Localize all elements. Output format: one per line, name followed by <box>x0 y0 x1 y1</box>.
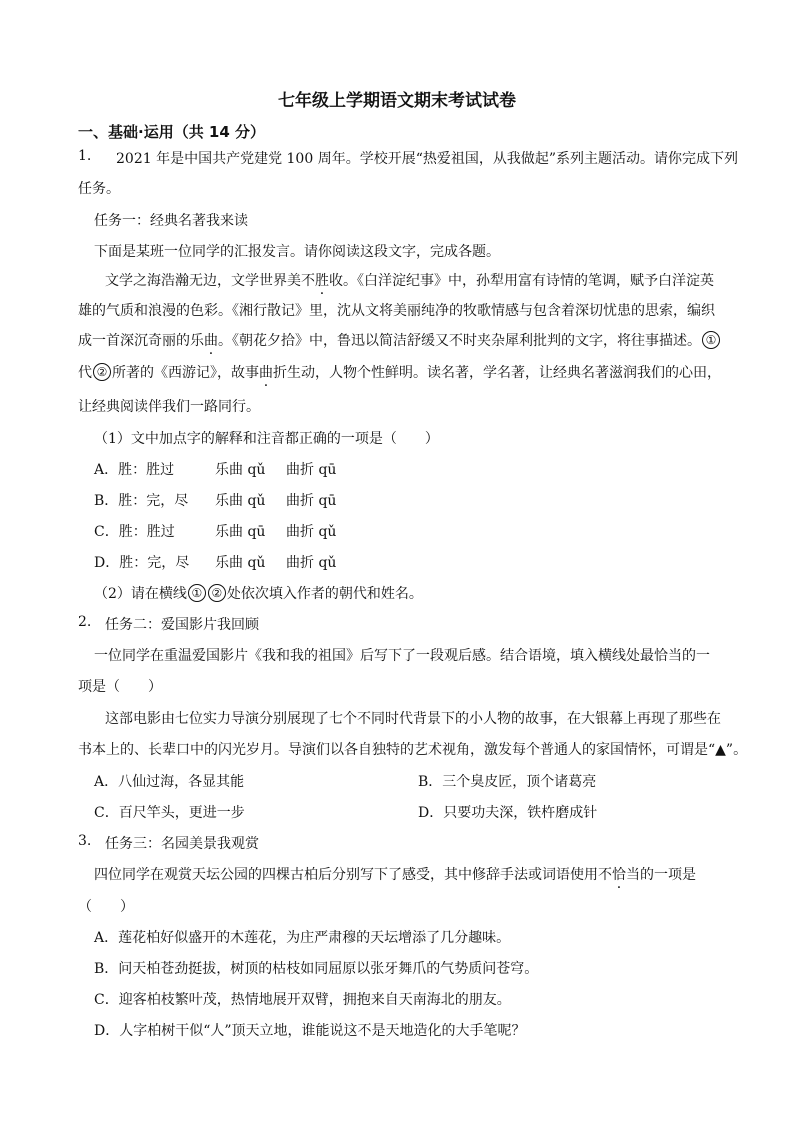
q3-option-d: D．人字柏树干似“人”顶天立地，谁能说这不是天地造化的大手笔呢？ <box>94 1023 526 1039</box>
emphasized-char: 曲 <box>204 333 218 349</box>
question-3-number: 3. <box>78 833 92 849</box>
passage-text: 折生动，人物个性鲜明。读名著，学名著，让经典名著滋润我们的心田， <box>273 365 721 381</box>
option-b-pinyin-1: 乐曲 qǔ <box>215 493 266 509</box>
blank-marker-2: ② <box>93 363 111 381</box>
option-d-pinyin-1: 乐曲 qǔ <box>215 555 266 571</box>
passage-line-2: 雄的气质和浪漫的色彩。《湘行散记》里，沈从文将美丽纯净的牧歌情感与包含着深切忧患的思索，编织 <box>78 303 715 319</box>
task-2-heading: 任务二：爱国影片我回顾 <box>105 617 259 633</box>
question-2-stem-cont: 项是（ ） <box>78 679 162 695</box>
passage-line-4 <box>78 362 721 382</box>
question-2-passage: 这部电影由七位实力导演分别展现了七个不同时代背景下的小人物的故事，在大银幕上再现了那些在 <box>105 711 721 727</box>
q3-option-b: B．问天柏苍劲挺拔，树顶的枯枝如同屈原以张牙舞爪的气势质问苍穹。 <box>94 961 539 977</box>
option-c-pinyin-1: 乐曲 qū <box>215 524 266 540</box>
task-1-instruction: 下面是某班一位同学的汇报发言。请你阅读这段文字，完成各题。 <box>94 244 500 260</box>
option-c-pinyin-2: 曲折 qǔ <box>286 524 337 540</box>
q3-option-c: C．迎客柏枝繁叶茂，热情地展开双臂，拥抱来自天南海北的朋友。 <box>94 992 511 1008</box>
task-1-heading: 任务一：经典名著我来读 <box>94 213 248 229</box>
passage-text: 收。《白洋淀纪事》中，孙犁用富有诗情的笔调，赋予白洋淀英 <box>329 273 714 289</box>
q2-option-b: B．三个臭皮匠，顶个诸葛亮 <box>418 774 597 790</box>
passage-text: 成一首深沉奇丽的乐 <box>78 333 204 349</box>
section-heading: 一、基础·运用（共 14 分） <box>78 123 266 141</box>
passage-line-3 <box>78 330 721 350</box>
question-3-stem <box>94 864 696 884</box>
sub-question-1: （1）文中加点字的解释和注音都正确的一项是（ ） <box>94 431 439 447</box>
passage-text: 所著的《西游记》，故事 <box>112 365 259 381</box>
question-2-passage-cont: 书本上的、长辈口中的闪光岁月。导演们以各自独特的艺术视角，激发每个普通人的家国情怀，可谓是“▲”。 <box>78 742 748 758</box>
passage-text: 文学之海浩瀚无边，文学世界美不 <box>105 273 315 289</box>
question-1-number: 1. <box>78 148 92 164</box>
passage-text: 。《朝花夕拾》中，鲁迅以简洁舒缓又不时夹杂犀利批判的文字，将往事描述。 <box>218 333 701 349</box>
question-1-intro-cont: 任务。 <box>78 181 120 197</box>
sub-question-text: 处依次填入作者的朝代和姓名。 <box>226 586 423 602</box>
q3-option-a: A．莲花柏好似盛开的木莲花，为庄严肃穆的天坛增添了几分趣味。 <box>94 930 511 946</box>
option-a-pinyin-2: 曲折 qū <box>286 462 337 478</box>
q2-option-a: A．八仙过海，各显其能 <box>94 774 245 790</box>
q2-option-c: C．百尺竿头，更进一步 <box>94 805 245 821</box>
blank-marker-1: ① <box>702 331 720 349</box>
blank-marker-2: ② <box>208 584 226 602</box>
option-d-pinyin-2: 曲折 qǔ <box>286 555 337 571</box>
option-a-label: A．胜：胜过 <box>94 462 175 478</box>
sub-question-2 <box>94 583 423 603</box>
option-c-label: C．胜：胜过 <box>94 524 175 540</box>
passage-line-1 <box>105 270 714 290</box>
question-2-number: 2. <box>78 614 92 630</box>
sub-question-text: （2）请在横线 <box>94 586 187 602</box>
option-a-pinyin-1: 乐曲 qǔ <box>215 462 266 478</box>
task-3-heading: 任务三：名园美景我观赏 <box>105 836 259 852</box>
q2-option-d: D．只要功夫深，铁杵磨成针 <box>418 805 598 821</box>
page-title: 七年级上学期语文期末考试试卷 <box>278 91 516 111</box>
stem-text: 的一项是 <box>640 867 696 883</box>
option-b-pinyin-2: 曲折 qū <box>286 493 337 509</box>
stem-text: 四位同学在观赏天坛公园的四棵古柏后分别写下了感受，其中修辞手法或词语使用 <box>94 867 598 883</box>
question-2-stem: 一位同学在重温爱国影片《我和我的祖国》后写下了一段观后感。结合语境，填入横线处最恰当的一 <box>94 648 710 664</box>
emphasized-phrase: 不恰当 <box>598 867 640 883</box>
passage-text: 代 <box>78 365 92 381</box>
blank-marker-1: ① <box>188 584 206 602</box>
question-3-stem-cont: （ ） <box>78 899 134 915</box>
option-d-label: D．胜：完，尽 <box>94 555 190 571</box>
question-1-intro: 2021 年是中国共产党建党 100 周年。学校开展“热爱祖国，从我做起”系列主题活动。请你完成下列 <box>116 151 739 167</box>
option-b-label: B．胜：完，尽 <box>94 493 189 509</box>
passage-line-5: 让经典阅读伴我们一路同行。 <box>78 399 260 415</box>
emphasized-char: 曲 <box>259 365 273 381</box>
emphasized-char: 胜 <box>315 273 329 289</box>
